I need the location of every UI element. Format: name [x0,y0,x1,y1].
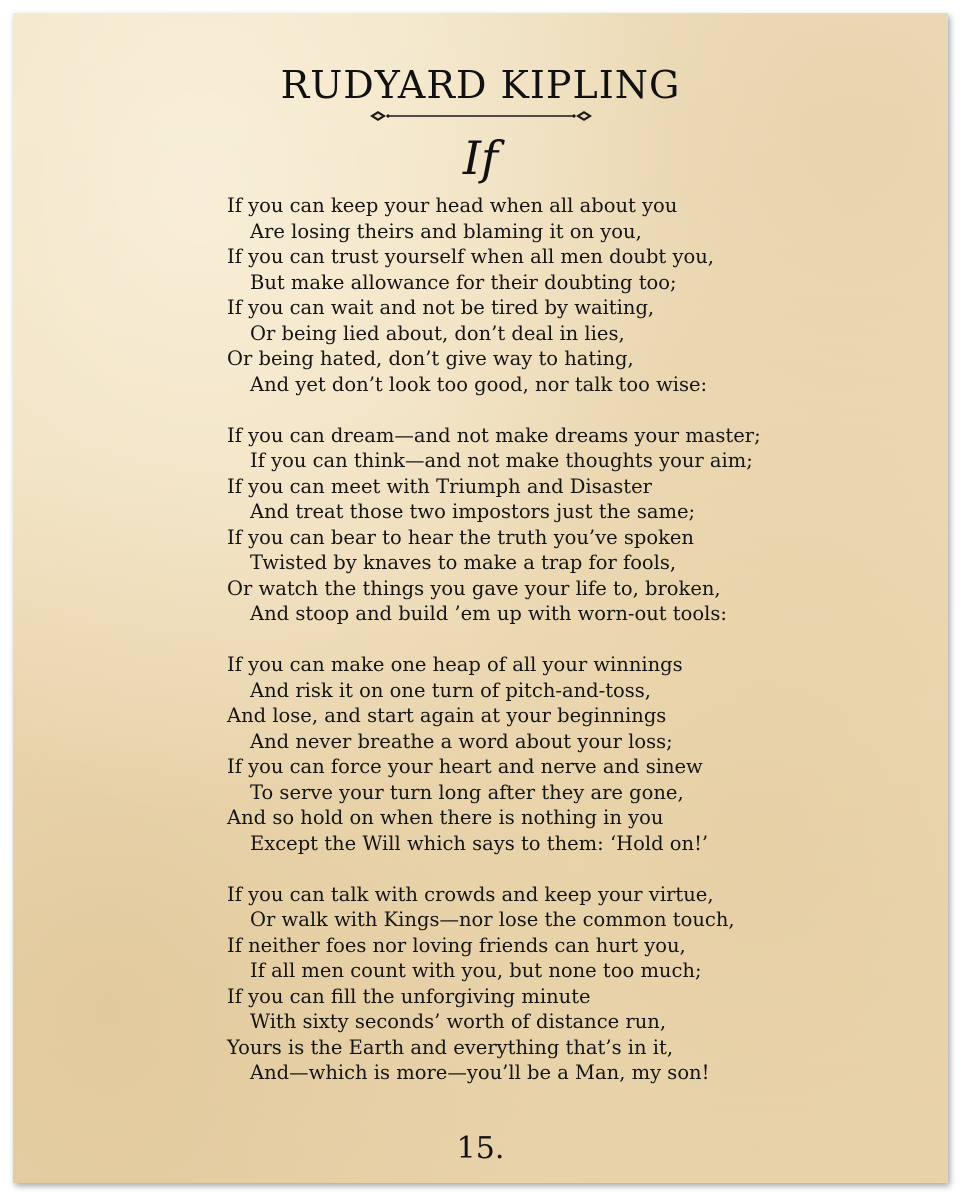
poem-line: And risk it on one turn of pitch-and-toss, [250,678,652,702]
poem-line: Or walk with Kings—nor lose the common touch, [250,908,735,931]
poem-line: And yet don’t look too good, nor talk too wise: [250,372,708,396]
poem-line: And never breathe a word about your loss; [250,729,673,753]
poem-title: If [462,131,499,185]
poem-line: If you can think—and not make thoughts your aim; [250,449,753,472]
stanza-2 [227,423,787,627]
poem-line: If you can trust yourself when all men doubt you, [227,245,714,268]
poem-line: And so hold on when there is nothing in you [227,806,664,829]
poem-line: If you can wait and not be tired by waiting, [227,296,655,319]
poem-line: If you can force your heart and nerve and sinew [227,755,703,778]
page-number: 15. [456,1131,505,1166]
poem-line: Or being hated, don’t give way to hating, [227,347,634,370]
poem-line: Or being lied about, don’t deal in lies, [250,321,625,345]
poem-line: To serve your turn long after they are gone, [250,780,684,804]
poem-line: But make allowance for their doubting too; [250,270,677,294]
poem-line: If all men count with you, but none too much; [250,959,702,982]
poem-line: And stoop and build ’em up with worn-out tools: [250,602,727,625]
poem-line: If you can dream—and not make dreams your master; [227,423,761,447]
poem-line: If you can fill the unforgiving minute [227,984,591,1008]
poem-line: And—which is more—you’ll be a Man, my son! [250,1061,710,1084]
poem-line: Or watch the things you gave your life to, broken, [227,576,721,600]
poem-line: If you can keep your head when all about you [227,194,678,217]
poem-line: With sixty seconds’ worth of distance run, [250,1010,667,1033]
poem-line: And lose, and start again at your beginnings [227,704,667,727]
poem-line: Except the Will which says to them: ‘Hold on!’ [250,831,709,855]
stanza-1 [227,193,787,397]
poem-line: If you can bear to hear the truth you’ve spoken [227,525,694,549]
poem-line: And treat those two impostors just the same; [250,500,696,523]
poster-sheet [13,13,948,1183]
poem-line: If you can meet with Triumph and Disaster [227,474,652,498]
poem-line: If you can make one heap of all your winnings [227,653,683,676]
poem-line: Are losing theirs and blaming it on you, [250,219,642,243]
author-name: RUDYARD KIPLING [280,63,681,107]
poem-line: If neither foes nor loving friends can hurt you, [227,933,686,957]
ornamental-divider-icon [368,108,594,124]
poem-line: Yours is the Earth and everything that’s in it, [227,1035,674,1059]
stanza-4 [227,882,787,1086]
poem-line: Twisted by knaves to make a trap for fools, [250,551,677,574]
poem-body [227,193,787,1111]
poem-line: If you can talk with crowds and keep your virtue, [227,882,714,906]
stanza-3 [227,652,787,856]
